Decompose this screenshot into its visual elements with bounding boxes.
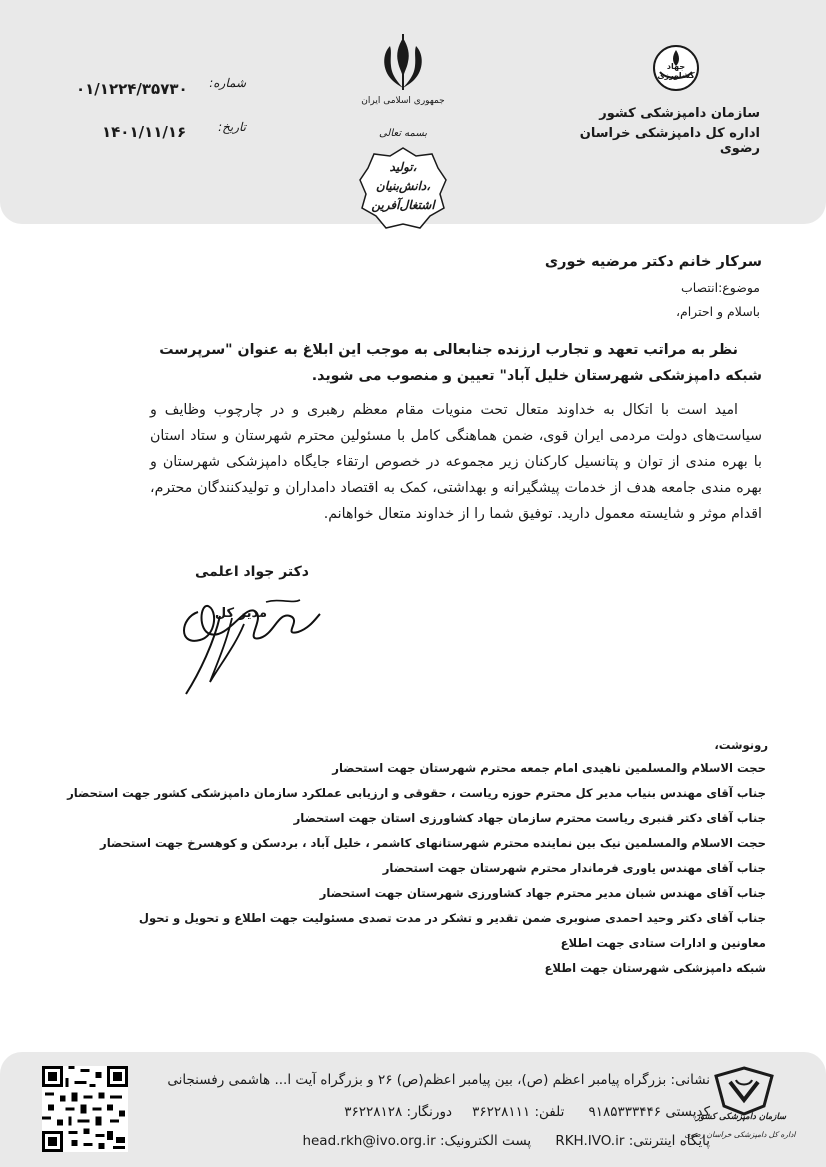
- cc-line: حجت الاسلام والمسلمین ناهیدی امام جمعه محترم شهرستان جهت استحضار: [332, 761, 766, 775]
- paragraph-appointment: نظر به مراتب تعهد و تجارب ارزنده جنابعالی به موجب این ابلاغ به عنوان "سرپرست شبکه دامپزشکی شهرستان خلیل آباد" تعیین و منصوب می شوید.: [159, 342, 762, 384]
- letter-date-label: تاریخ:: [218, 120, 246, 134]
- footer-contact-row: [160, 1101, 710, 1120]
- cc-list: [67, 756, 766, 981]
- cc-line: جناب آقای مهندس بنیاب مدیر کل محترم حوزه ریاست ، حقوقی و ارزیابی عملکرد سازمان دامپزشکی کشور جهت استحضار: [67, 786, 766, 800]
- handwritten-signature: [170, 582, 330, 702]
- footer-web-row: [160, 1130, 710, 1149]
- footer-fax: دورنگار: ۳۶۲۲۸۱۲۸: [344, 1104, 452, 1120]
- motto-line-2: دانش‌بنیان،: [375, 179, 431, 193]
- cc-line: جناب آقای دکتر قنبری ریاست محترم سازمان جهاد کشاورزی استان جهت استحضار: [293, 811, 766, 825]
- jihad-logo-text: جهاد کشاورزی: [657, 62, 695, 80]
- footer-address: نشانی: بزرگراه پیامبر اعظم (ص)، بین پیامبر اعظم(ص) ۲۶ و بزرگراه آیت ا... هاشمی رفسنجانی: [167, 1072, 710, 1088]
- greeting: باسلام و احترام،: [675, 304, 760, 319]
- emblem-caption: جمهوری اسلامی ایران: [361, 96, 445, 106]
- qr-code-icon: [42, 1066, 128, 1152]
- signer-title: مدیر کل: [214, 606, 268, 621]
- cc-line: معاونین و ادارات ستادی جهت اطلاع: [560, 936, 766, 950]
- subject: موضوع:انتصاب: [680, 280, 760, 295]
- cc-line: حجت الاسلام والمسلمین نیک بین نماینده محترم شهرستانهای کاشمر ، خلیل آباد ، بردسکن و کوهسرخ جهت استحضار: [100, 836, 766, 850]
- footer-postal: کدپستی ۹۱۸۵۳۳۳۴۴۶: [588, 1104, 710, 1120]
- signer-name: دکتر جواد اعلمی: [195, 564, 309, 580]
- jihad-logo-icon: [652, 44, 700, 92]
- letter-number: ۰۱/۱۲۲۴/۳۵۷۳۰: [76, 80, 188, 98]
- footer-website[interactable]: پایگاه اینترنتی: RKH.IVO.ir: [555, 1133, 710, 1149]
- cc-line: جناب آقای مهندس یاوری فرماندار محترم شهرستان جهت استحضار: [382, 861, 766, 875]
- footer-phone: تلفن: ۳۶۲۲۸۱۱۱: [472, 1104, 565, 1120]
- footer-logo-caption: سازمان دامپزشکی کشور: [695, 1112, 787, 1122]
- cc-line: جناب آقای دکتر وحید احمدی صنوبری ضمن تقدیر و تشکر در مدت تصدی مسئولیت جهت اطلاع و تحویل و تحول: [138, 911, 766, 925]
- organization-name: سازمان دامپزشکی کشور: [599, 106, 760, 121]
- organization-subname: اداره کل دامپزشکی خراسان رضوی: [579, 126, 760, 156]
- recipient: سرکار خانم دکتر مرضیه خوری: [544, 254, 762, 270]
- vet-org-logo-icon: [712, 1066, 776, 1116]
- motto-line-3: اشتغال‌آفرین: [371, 198, 435, 212]
- national-emblem-icon: [372, 32, 434, 94]
- bismillah: بسمه تعالی: [378, 128, 428, 139]
- paragraph-mission: امید است با اتکال به خداوند متعال تحت منویات مقام معظم رهبری و در چارچوب وظایف و سیاست‌های دولت مردمی ایران قوی، ضمن هماهنگی کامل با مسئولین محترم شهرستان و ستاد استان با بهره مندی از توان و پتانسیل کارکنان زیر مجموعه در خصوص ارتقاء جایگاه دامپزشکی شهرستان و بهره مندی جامعه هدف از خدمات پیشگیرانه و بهداشتی، کمک به اقتصاد دامداران و تولیدکنندگان محترم، اقدام موثر و شایسته معمول دارید. توفیق شما را از خداوند متعال خواهانم.: [150, 402, 762, 522]
- footer-email[interactable]: پست الکترونیک: head.rkh@ivo.org.ir: [302, 1133, 532, 1149]
- footer-logo-subcaption: اداره کل دامپزشکی خراسان رضوی: [684, 1130, 796, 1139]
- letter-number-label: شماره:: [209, 76, 246, 90]
- cc-heading: رونوشت،: [714, 738, 768, 752]
- cc-line: جناب آقای مهندس شبان مدیر محترم جهاد کشاورزی شهرستان جهت استحضار: [319, 886, 766, 900]
- motto-stamp: [358, 146, 448, 230]
- letter-date: ۱۴۰۱/۱۱/۱۶: [102, 123, 187, 141]
- motto-line-1: تولید،: [389, 160, 417, 174]
- cc-line: شبکه دامپزشکی شهرستان جهت اطلاع: [544, 961, 766, 975]
